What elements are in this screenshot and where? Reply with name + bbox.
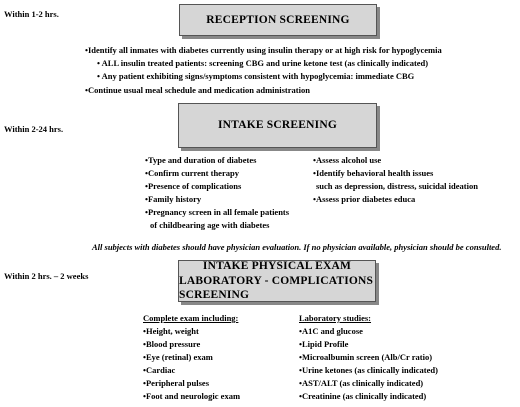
laboratory-studies-heading: Laboratory studies: [299, 313, 372, 323]
intake-item: •Identify behavioral health issues [313, 168, 434, 178]
intake-screening-box [178, 103, 377, 148]
reception-screening-title: RECEPTION SCREENING [206, 13, 350, 26]
intake-physical-exam-title: INTAKE PHYSICAL EXAM [202, 260, 352, 273]
intake-item-continuation: such as depression, distress, suicidal ideation [316, 181, 478, 191]
phase-label-2hrs-2weeks: Within 2 hrs. – 2 weeks [4, 271, 89, 281]
reception-item: •Continue usual meal schedule and medication administration [85, 85, 310, 95]
intake-item: •Assess alcohol use [313, 155, 382, 165]
intake-item: •Family history [145, 194, 202, 204]
exam-item: •Peripheral pulses [143, 378, 210, 388]
exam-item: •Blood pressure [143, 339, 201, 349]
reception-item: • Any patient exhibiting signs/symptoms consistent with hypoglycemia: immediate CBG [97, 71, 415, 81]
intake-physical-exam-box [178, 260, 376, 302]
lab-item: •Creatinine (as clinically indicated) [299, 391, 427, 401]
intake-item: •Type and duration of diabetes [145, 155, 257, 165]
lab-item: •A1C and glucose [299, 326, 363, 336]
exam-item: •Foot and neurologic exam [143, 391, 241, 401]
reception-item: • ALL insulin treated patients: screening CBG and urine ketone test (as clinically indicated) [97, 58, 429, 68]
intake-item: •Assess prior diabetes educa [313, 194, 416, 204]
intake-item: •Pregnancy screen in all female patients [145, 207, 290, 217]
intake-item-continuation: of childbearing age with diabetes [150, 220, 270, 230]
physician-evaluation-note: All subjects with diabetes should have physician evaluation. If no physician available, physician should be consulted. [92, 242, 502, 252]
exam-item: •Cardiac [143, 365, 176, 375]
reception-screening-box [179, 4, 377, 36]
intake-item: •Presence of complications [145, 181, 242, 191]
phase-label-1-2hrs: Within 1-2 hrs. [4, 9, 59, 19]
reception-item: •Identify all inmates with diabetes currently using insulin therapy or at high risk for hypoglycemia [85, 45, 442, 55]
phase-label-2-24hrs: Within 2-24 hrs. [4, 124, 64, 134]
exam-item: •Height, weight [143, 326, 199, 336]
lab-complications-screening-title: LABORATORY - COMPLICATIONS SCREENING [179, 274, 374, 302]
lab-item: •Urine ketones (as clinically indicated) [299, 365, 438, 375]
intake-item: •Confirm current therapy [145, 168, 239, 178]
lab-item: •AST/ALT (as clinically indicated) [299, 378, 424, 388]
lab-item: •Microalbumin screen (Alb/Cr ratio) [299, 352, 433, 362]
intake-screening-title: INTAKE SCREENING [218, 119, 337, 132]
lab-item: •Lipid Profile [299, 339, 349, 349]
complete-exam-heading: Complete exam including: [143, 313, 239, 323]
exam-item: •Eye (retinal) exam [143, 352, 213, 362]
